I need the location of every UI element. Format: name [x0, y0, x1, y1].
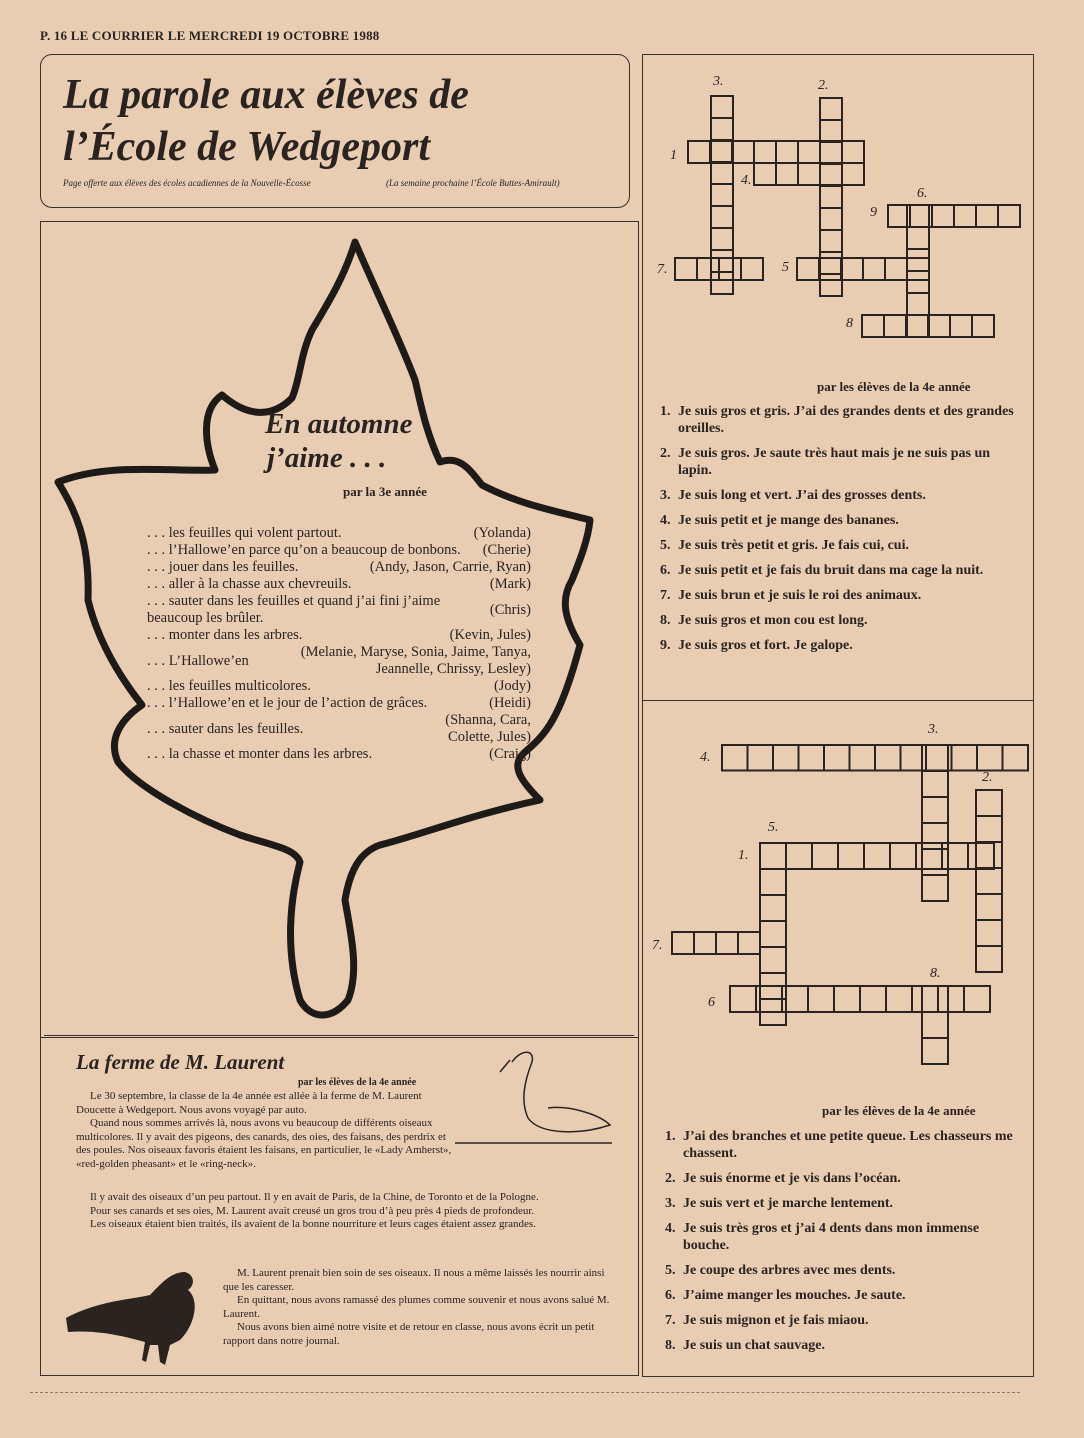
crossword-cell[interactable] [694, 932, 716, 954]
clue-item [660, 637, 1020, 654]
crossword-cell[interactable] [754, 163, 776, 185]
clue-number: 3. [665, 1196, 676, 1211]
crossword-cell[interactable] [741, 258, 763, 280]
clue-text: J’ai des branches et une petite queue. Les chasseurs me chassent. [683, 1129, 1013, 1161]
leaf-item-text: . . . l’Hallowe’en parce qu’on a beaucoup de bonbons. [147, 542, 461, 558]
clue-item [660, 487, 1020, 504]
clue-number: 1. [660, 404, 671, 419]
leaf-item-text: . . . l’Hallowe’en et le jour de l’action de grâces. [147, 695, 428, 711]
crossword-cell[interactable] [786, 843, 812, 869]
crossword-cell[interactable] [864, 843, 890, 869]
crossword-cell[interactable] [922, 875, 948, 901]
crossword-cell[interactable] [885, 258, 907, 280]
clue-number: 8. [660, 613, 671, 628]
clue-item [660, 587, 1020, 604]
crossword-cell[interactable] [711, 272, 733, 294]
crossword-cell[interactable] [922, 823, 948, 849]
crossword-cell[interactable] [976, 920, 1002, 946]
clue-text: Je suis gros et fort. Je galope. [678, 638, 853, 653]
crossword-cell[interactable] [916, 843, 942, 869]
crossword-cell[interactable] [672, 932, 694, 954]
clue-number: 6. [660, 563, 671, 578]
leaf-item-author: (Cherie) [482, 542, 531, 558]
crossword-cell[interactable] [907, 293, 929, 315]
farm-paragraph: Le 30 septembre, la classe de la 4e année est allée à la ferme de M. Laurent Doucette à Wedgeport. Nous avons voyagé par auto. [76, 1090, 422, 1116]
leaf-item-author: (Heidi) [489, 695, 531, 711]
leaf-item-text: . . . aller à la chasse aux chevreuils. [147, 576, 352, 592]
crossword-cell[interactable] [952, 745, 978, 771]
clue-text: Je suis gros et gris. J’ai des grandes dents et des grandes oreilles. [678, 404, 1014, 436]
clue-number: 6. [665, 1288, 676, 1303]
leaf-byline: par la 3e année [343, 484, 427, 499]
crossword2-clues [665, 1128, 1025, 1362]
clue-text: Je suis énorme et je vis dans l’océan. [683, 1171, 901, 1186]
leaf-item-author: (Yolanda) [473, 525, 531, 541]
crossword-cell[interactable] [998, 205, 1020, 227]
clue-text: Je suis gros. Je saute très haut mais je ne suis pas un lapin. [678, 446, 991, 478]
leaf-item-text: . . . L’Hallowe’en [147, 652, 249, 669]
crossword-cell[interactable] [697, 258, 719, 280]
clue-text: Je suis un chat sauvage. [683, 1338, 825, 1353]
crossword-number: 5. [768, 820, 779, 835]
crossword-cell[interactable] [797, 258, 819, 280]
crossword-cell[interactable] [711, 228, 733, 250]
crossword-cell[interactable] [922, 771, 948, 797]
crossword-cell[interactable] [907, 258, 929, 280]
farm-paragraph: En quittant, nous avons ramassé des plumes comme souvenir et nous avons salué M. Laurent. [223, 1294, 610, 1320]
clue-number: 2. [660, 446, 671, 461]
next-week-note: (La semaine prochaine l’École Buttes-Amirault) [386, 178, 560, 188]
bottom-rule [30, 1392, 1020, 1393]
farm-paragraph: Il y avait des oiseaux d’un peu partout. Il y en avait de Paris, de la Chine, de Toronto et de la Pologne. [90, 1191, 539, 1203]
crossword-number: 4. [741, 173, 752, 188]
clue-item [665, 1337, 1025, 1354]
crossword-cell[interactable] [922, 849, 948, 875]
leaf-heading-line-1: En automne [265, 408, 413, 440]
clue-item [665, 1312, 1025, 1329]
clue-number: 2. [665, 1171, 676, 1186]
crossword-cell[interactable] [906, 315, 928, 337]
crossword2-byline: par les élèves de la 4e année [822, 1103, 976, 1118]
crossword-cell[interactable] [976, 842, 1002, 868]
crossword-cell[interactable] [938, 986, 964, 1012]
clue-item [665, 1195, 1025, 1212]
crossword-cell[interactable] [922, 1038, 948, 1064]
crossword-cell[interactable] [760, 895, 786, 921]
leaf-item-text: . . . les feuilles qui volent partout. [147, 525, 342, 541]
leaf-item-author: (Craig) [489, 746, 531, 762]
crossword-cell[interactable] [838, 843, 864, 869]
crossword-number: 3. [713, 74, 724, 89]
leaf-heading-line-2: j’aime . . . [267, 442, 387, 474]
crossword-cell[interactable] [711, 250, 733, 272]
crossword-cell[interactable] [719, 258, 741, 280]
crossword-cell[interactable] [922, 1012, 948, 1038]
crossword-cell[interactable] [819, 258, 841, 280]
crossword-cell[interactable] [820, 142, 842, 164]
clue-item [660, 612, 1020, 629]
crossword-cell[interactable] [942, 843, 968, 869]
crossword-number: 8 [846, 316, 853, 331]
crossword-cell[interactable] [738, 932, 760, 954]
crossword-number: 7. [657, 262, 668, 277]
clue-item [660, 403, 1020, 437]
crossword-cell[interactable] [842, 141, 864, 163]
crossword-cell[interactable] [972, 315, 994, 337]
leaf-item-author: (Mark) [489, 576, 531, 592]
clue-text: Je coupe des arbres avec mes dents. [683, 1263, 896, 1278]
crossword-cell[interactable] [834, 986, 860, 1012]
crossword-cell[interactable] [884, 315, 906, 337]
crossword-cell[interactable] [922, 797, 948, 823]
leaf-item-text: . . . sauter dans les feuilles. [147, 720, 304, 737]
crossword-cell[interactable] [754, 141, 776, 163]
crossword-cell[interactable] [862, 315, 884, 337]
crossword-cell[interactable] [820, 274, 842, 296]
clue-text: Je suis long et vert. J’ai des grosses dents. [678, 488, 926, 503]
crossword-cell[interactable] [976, 894, 1002, 920]
clue-text: J’aime manger les mouches. Je saute. [683, 1288, 906, 1303]
clue-text: Je suis vert et je marche lentement. [683, 1196, 894, 1211]
crossword-cell[interactable] [760, 843, 786, 869]
clue-item [665, 1128, 1025, 1162]
clue-item [660, 512, 1020, 529]
crossword-number: 2. [818, 78, 829, 93]
crossword-cell[interactable] [711, 140, 733, 162]
crossword-cell[interactable] [760, 843, 786, 869]
crossword-number: 6. [917, 186, 928, 201]
masthead: P. 16 LE COURRIER LE MERCREDI 19 OCTOBRE 1988 [40, 28, 380, 43]
crossword-cell[interactable] [932, 205, 954, 227]
crossword-cell[interactable] [907, 227, 929, 249]
clue-text: Je suis très petit et gris. Je fais cui, cui. [678, 538, 909, 553]
crossword-cell[interactable] [863, 258, 885, 280]
crossword-number: 1 [670, 148, 677, 163]
leaf-item-text: . . . les feuilles multicolores. [147, 678, 311, 694]
crossword-cell[interactable] [711, 162, 733, 184]
crossword-cell[interactable] [841, 258, 863, 280]
crossword-cell[interactable] [748, 745, 774, 771]
clue-number: 4. [665, 1221, 676, 1236]
clue-text: Je suis mignon et je fais miaou. [683, 1313, 869, 1328]
crossword-cell[interactable] [824, 745, 850, 771]
crossword-cell[interactable] [711, 206, 733, 228]
clue-text: Je suis petit et je mange des bananes. [678, 513, 899, 528]
crossword-cell[interactable] [907, 271, 929, 293]
crossword-cell[interactable] [976, 205, 998, 227]
crossword-cell[interactable] [860, 986, 886, 1012]
clue-number: 4. [660, 513, 671, 528]
crossword-cell[interactable] [968, 843, 994, 869]
crossword-cell[interactable] [820, 164, 842, 186]
clue-text: Je suis très gros et j’ai 4 dents dans mon immense bouche. [683, 1221, 980, 1253]
crossword-cell[interactable] [820, 208, 842, 230]
crossword-cell[interactable] [950, 315, 972, 337]
leaf-item-text: . . . la chasse et monter dans les arbres. [147, 746, 373, 762]
farm-paragraph: Pour ses canards et ses oies, M. Laurent avait creusé un gros trou d’à peu près 4 pieds de profondeur. [90, 1204, 535, 1217]
crossword-cell[interactable] [820, 163, 842, 185]
crossword-cell[interactable] [675, 258, 697, 280]
crossword-cell[interactable] [688, 141, 710, 163]
crossword-cell[interactable] [799, 745, 825, 771]
crossword-cell[interactable] [760, 921, 786, 947]
crossword-cell[interactable] [875, 745, 901, 771]
leaf-item-author: (Melanie, Maryse, Sonia, Jaime, Tanya, Jeannelle, Chrissy, Lesley) [300, 644, 531, 677]
crossword-cell[interactable] [954, 205, 976, 227]
crossword-cell[interactable] [820, 120, 842, 142]
leaf-item-author: (Andy, Jason, Carrie, Ryan) [369, 559, 531, 575]
crossword-cell[interactable] [912, 986, 938, 1012]
crossword-cell[interactable] [798, 141, 820, 163]
crossword-cell[interactable] [776, 163, 798, 185]
crossword-cell[interactable] [760, 869, 786, 895]
clue-number: 9. [660, 638, 671, 653]
crossword-number: 8. [930, 966, 941, 981]
clue-number: 5. [660, 538, 671, 553]
leaf-item-text: . . . jouer dans les feuilles. [147, 559, 299, 575]
leaf-item-author: (Jody) [493, 678, 531, 694]
crossword-cell[interactable] [977, 745, 1003, 771]
crossword-cell[interactable] [820, 230, 842, 252]
crossword-number: 1. [738, 848, 749, 863]
clue-number: 7. [660, 588, 671, 603]
crossword-cell[interactable] [798, 163, 820, 185]
clue-text: Je suis gros et mon cou est long. [678, 613, 868, 628]
crossword-cell[interactable] [773, 745, 799, 771]
leaf-item-author: (Shanna, Cara, Colette, Jules) [445, 712, 531, 745]
crossword-cell[interactable] [907, 249, 929, 271]
crossword-cell[interactable] [820, 98, 842, 120]
crossword-cell[interactable] [976, 946, 1002, 972]
clue-item [660, 537, 1020, 554]
crossword-cell[interactable] [922, 986, 948, 1012]
crossword-number: 7. [652, 938, 663, 953]
crossword-cell[interactable] [808, 986, 834, 1012]
crossword1-byline: par les élèves de la 4e année [817, 379, 971, 394]
title-line-1: La parole aux élèves de [63, 72, 469, 118]
farm-paragraph: Quand nous sommes arrivés là, nous avons vu beaucoup de différents oiseaux multicolores. Il y avait des pigeons, des canards, des oies, des faisans, des perdrix et des poules. Nos oiseaux favoris étaient les faisans, en particulier, le «Lady Amherst», «red-golden pheasant» et le «ring-neck». [76, 1117, 452, 1170]
farm-byline: par les élèves de la 4e année [298, 1077, 417, 1088]
clue-number: 8. [665, 1338, 676, 1353]
crossword-cell[interactable] [711, 184, 733, 206]
clue-item [665, 1170, 1025, 1187]
clue-text: Je suis petit et je fais du bruit dans ma cage la nuit. [678, 563, 984, 578]
crossword-cell[interactable] [890, 843, 916, 869]
subtitle: Page offerte aux élèves des écoles acadiennes de la Nouvelle-Écosse [63, 178, 311, 188]
clue-number: 7. [665, 1313, 676, 1328]
crossword-cell[interactable] [976, 790, 1002, 816]
crossword-cell[interactable] [820, 252, 842, 274]
clue-number: 3. [660, 488, 671, 503]
crossword-number: 5 [782, 260, 789, 275]
leaf-item-author: (Chris) [489, 601, 531, 618]
crossword-cell[interactable] [1003, 745, 1029, 771]
crossword-cell[interactable] [711, 118, 733, 140]
crossword-number: 3. [928, 722, 939, 737]
crossword-cell[interactable] [722, 745, 748, 771]
crossword-cell[interactable] [730, 986, 756, 1012]
crossword-cell[interactable] [776, 141, 798, 163]
crossword-cell[interactable] [850, 745, 876, 771]
farm-paragraph: Nous avons bien aimé notre visite et de retour en classe, nous avons écrit un petit rapport dans notre journal. [223, 1321, 595, 1347]
crossword-cell[interactable] [820, 141, 842, 163]
crossword-number: 9 [870, 205, 877, 220]
crossword-cell[interactable] [964, 986, 990, 1012]
crossword-number: 4. [700, 750, 711, 765]
title-line-2: l’École de Wedgeport [63, 124, 431, 170]
clue-item [660, 445, 1020, 479]
farm-paragraph: M. Laurent prenait bien soin de ses oiseaux. Il nous a même laissés les nourrir ainsi que les caresser. [223, 1267, 605, 1293]
clue-number: 5. [665, 1263, 676, 1278]
crossword-cell[interactable] [976, 868, 1002, 894]
crossword-cell[interactable] [907, 315, 929, 337]
crossword-number: 2. [982, 770, 993, 785]
leaf-item-author: (Kevin, Jules) [449, 627, 531, 643]
clue-item [665, 1220, 1025, 1254]
crossword-cell[interactable] [732, 141, 754, 163]
crossword-cell[interactable] [928, 315, 950, 337]
clue-item [660, 562, 1020, 579]
crossword-cell[interactable] [886, 986, 912, 1012]
farm-title: La ferme de M. Laurent [76, 1050, 285, 1074]
crossword-cell[interactable] [976, 816, 1002, 842]
leaf-item-text: . . . sauter dans les feuilles et quand j’ai fini j’aime beaucoup les brûler. [147, 593, 441, 626]
crossword-cell[interactable] [710, 141, 732, 163]
crossword-cell[interactable] [760, 947, 786, 973]
crossword-cell[interactable] [716, 932, 738, 954]
leaf-item-text: . . . monter dans les arbres. [147, 627, 303, 643]
crossword1-clues [660, 403, 1020, 662]
crossword-cell[interactable] [711, 96, 733, 118]
crossword-number: 6 [708, 995, 715, 1010]
clue-number: 1. [665, 1129, 676, 1144]
farm-paragraph: Les oiseaux étaient bien traités, ils avaient de la bonne nourriture et leurs cages étaient assez grandes. [90, 1218, 536, 1231]
clue-text: Je suis brun et je suis le roi des animaux. [678, 588, 922, 603]
crossword-cell[interactable] [812, 843, 838, 869]
clue-item [665, 1262, 1025, 1279]
crossword-cell[interactable] [820, 186, 842, 208]
crossword-cell[interactable] [842, 163, 864, 185]
clue-item [665, 1287, 1025, 1304]
